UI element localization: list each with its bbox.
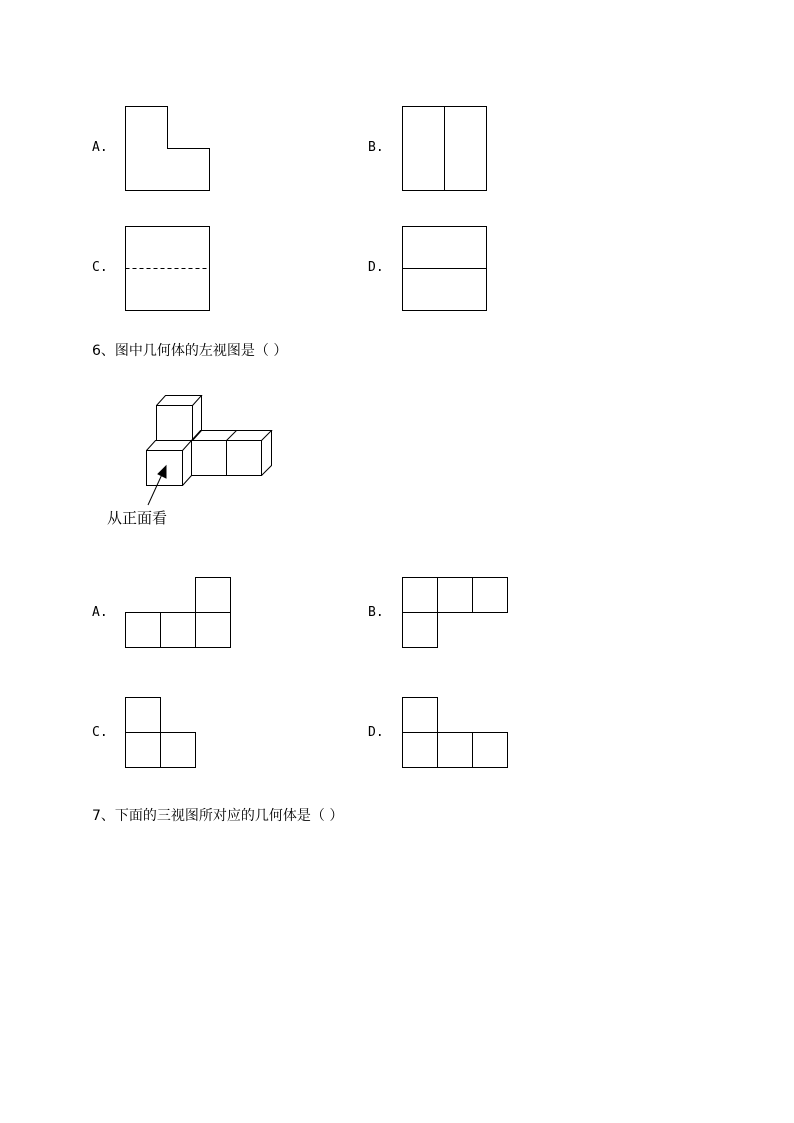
q6-option-a-label: A. xyxy=(92,605,108,620)
q6-option-d-figure xyxy=(403,698,508,768)
q6-front-view-caption: 从正面看 xyxy=(107,509,168,527)
q5-option-a-label: A. xyxy=(92,140,108,155)
q6-question-text: 6、图中几何体的左视图是（ ） xyxy=(92,343,288,359)
q5-option-b-figure xyxy=(403,107,487,191)
q6-option-a-figure xyxy=(126,578,231,648)
q6-option-b-figure xyxy=(403,578,508,648)
q5-option-d-label: D. xyxy=(368,260,384,275)
q5-option-d-figure xyxy=(403,227,487,311)
q7-question-text: 7、下面的三视图所对应的几何体是（ ） xyxy=(92,808,344,824)
q5-option-c-label: C. xyxy=(92,260,108,275)
q5-option-b-label: B. xyxy=(368,140,384,155)
q6-arrow-head-icon xyxy=(158,466,166,478)
q6-option-b-label: B. xyxy=(368,605,384,620)
q6-option-d-label: D. xyxy=(368,725,384,740)
q6-solid-figure xyxy=(147,396,272,506)
q5-option-c-figure xyxy=(126,227,210,311)
q5-option-a-figure xyxy=(126,107,210,191)
q6-option-c-figure xyxy=(126,698,196,768)
q6-option-c-label: C. xyxy=(92,725,108,740)
